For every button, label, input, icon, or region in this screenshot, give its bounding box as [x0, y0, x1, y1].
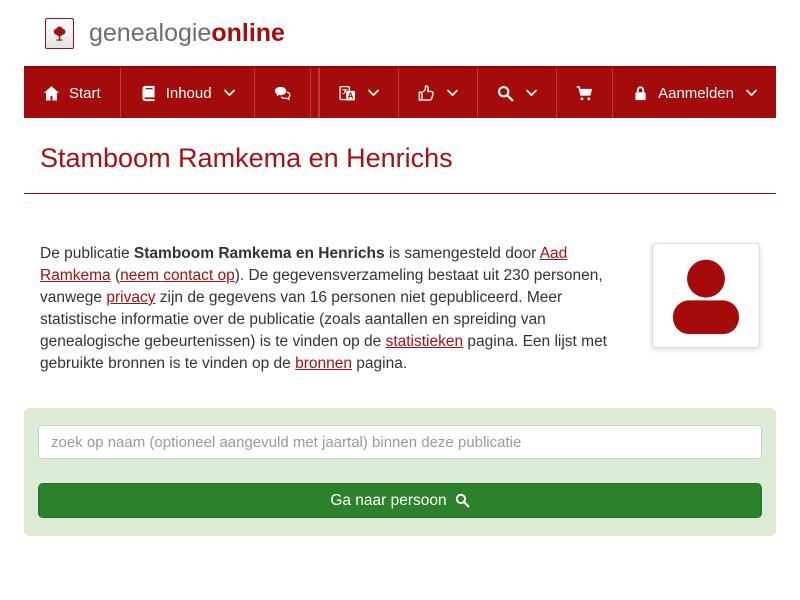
nav-item-start[interactable] [24, 68, 121, 118]
lock-icon [632, 85, 649, 102]
person-search-panel [24, 408, 776, 536]
tree-icon [51, 25, 68, 42]
svg-text:A: A [347, 90, 354, 100]
intro-link-statistieken[interactable]: statistieken [385, 333, 464, 350]
nav-item-recommend[interactable] [399, 68, 478, 118]
title-divider [24, 193, 776, 194]
site-header [0, 0, 800, 66]
intro-text-segment: is samengesteld door [384, 245, 540, 262]
nav-item-label: Aanmelden [658, 84, 734, 102]
home-icon [43, 85, 60, 102]
person-search-input[interactable] [38, 425, 762, 459]
chevron-down-icon [365, 89, 379, 97]
intro-text-segment: pagina. [351, 355, 408, 372]
intro-text-segment: ). De gegevensverzameling bestaat uit 230 personen, vanwege [40, 267, 603, 306]
chevron-down-icon [743, 89, 757, 97]
intro-publication-name: Stamboom Ramkema en Henrichs [133, 245, 385, 262]
main-content [24, 143, 776, 536]
intro-paragraph [40, 243, 640, 375]
thumbs-up-icon [418, 85, 435, 102]
translate-icon [339, 85, 356, 102]
person-icon [661, 252, 751, 339]
nav-item-language[interactable] [320, 68, 399, 118]
search-icon [497, 85, 514, 102]
intro-link-bronnen[interactable]: bronnen [295, 355, 352, 372]
logo[interactable] [45, 18, 74, 49]
chat-icon [274, 85, 291, 102]
intro-text-segment: zijn de gegevens van 16 personen niet gepubliceerd. Meer statistische informatie over de publicatie (zoals aantallen en spreiding van genealogische gebeurtenissen) is te vinden op de [40, 289, 563, 350]
go-button-label: Ga naar persoon [330, 491, 447, 509]
brand-name[interactable] [89, 19, 285, 48]
brand-name-red: online [211, 18, 285, 47]
nav-item-label: Inhoud [165, 84, 212, 102]
brand-name-gray: genealogie [89, 18, 212, 47]
cart-icon [576, 85, 593, 102]
intro-link-aad-ramkema[interactable]: Aad Ramkema [40, 245, 568, 284]
chevron-down-icon [444, 89, 458, 97]
main-navigation [24, 66, 776, 118]
nav-item-cart[interactable] [557, 68, 613, 118]
publication-avatar[interactable] [652, 243, 760, 348]
search-icon [455, 493, 470, 508]
nav-empty-cell [311, 68, 320, 118]
intro-text-segment: pagina. Een lijst met gebruikte bronnen is te vinden op de [40, 333, 607, 372]
intro-text-segment: De publicatie [40, 245, 134, 262]
nav-item-inhoud[interactable] [121, 68, 255, 118]
nav-item-messages[interactable] [255, 68, 311, 118]
intro-link-privacy[interactable]: privacy [106, 289, 156, 306]
publication-intro [40, 243, 760, 375]
nav-item-signin[interactable] [613, 68, 776, 118]
go-to-person-button[interactable] [38, 483, 762, 518]
intro-text-segment: ( [110, 267, 121, 284]
nav-item-search[interactable] [478, 68, 557, 118]
intro-link-neem-contact-op[interactable]: neem contact op [120, 267, 235, 284]
chevron-down-icon [523, 89, 537, 97]
nav-item-label: Start [69, 84, 101, 102]
book-icon [140, 85, 157, 102]
page-title: Stamboom Ramkema en Henrichs [40, 143, 453, 173]
chevron-down-icon [221, 89, 235, 97]
